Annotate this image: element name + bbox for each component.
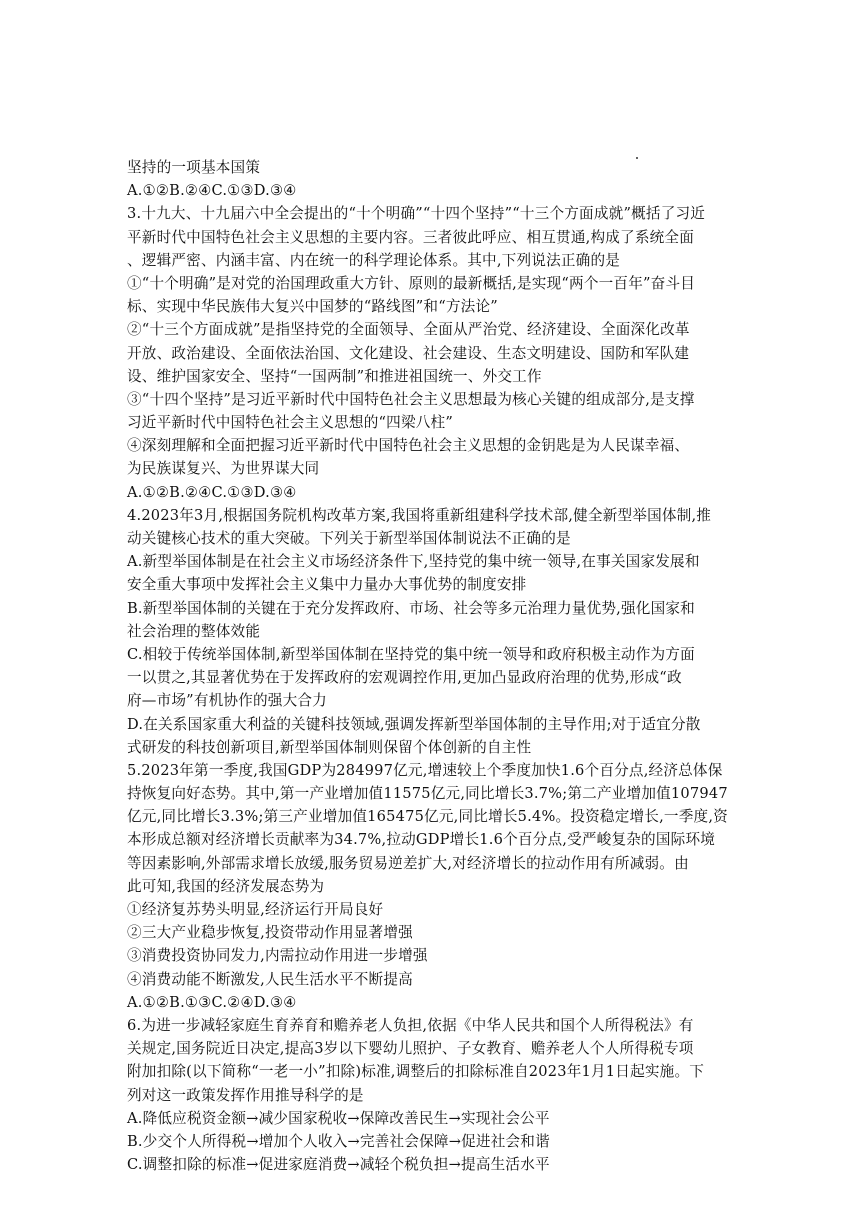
text-line: ④消费动能不断激发,人民生活水平不断提高 xyxy=(127,970,413,988)
text-line: 5.2023年第一季度,我国GDP为284997亿元,增速较上个季度加快1.6个百分点,经济总体保 xyxy=(127,761,723,779)
text-line: 附加扣除(以下简称“一老一小”扣除)标准,调整后的扣除标准自2023年1月1日起实施。下 xyxy=(127,1063,705,1081)
text-line: 6.为进一步减轻家庭生育养育和赡养老人负担,依据《中华人民共和国个人所得税法》有 xyxy=(127,1016,694,1034)
text-line: 动关键核心技术的重大突破。下列关于新型举国体制说法不正确的是 xyxy=(127,530,571,547)
text-line: 等因素影响,外部需求增长放缓,服务贸易逆差扩大,对经济增长的拉动作用有所减弱。由 xyxy=(127,854,689,872)
text-line: A.降低应税资金额→减少国家税收→保障改善民生→实现社会公平 xyxy=(127,1109,550,1127)
text-line: ②三大产业稳步恢复,投资带动作用显著增强 xyxy=(127,924,413,942)
text-line: 式研发的科技创新项目,新型举国体制则保留个体创新的自主性 xyxy=(127,738,532,756)
text-line: 习近平新时代中国特色社会主义思想的“四梁八柱” xyxy=(127,414,453,432)
text-line: 坚持的一项基本国策 xyxy=(127,159,261,176)
text-line: 此可知,我国的经济发展态势为 xyxy=(127,877,325,895)
text-line: 社会治理的整体效能 xyxy=(127,622,261,640)
text-line: 为民族谋复兴、为世界谋大同 xyxy=(127,460,320,478)
text-line: B.少交个人所得税→增加个人收入→完善社会保障→促进社会和谐 xyxy=(127,1132,550,1150)
text-line: ③消费投资协同发力,内需拉动作用进一步增强 xyxy=(127,947,428,965)
text-line: ①“十个明确”是对党的治国理政重大方针、原则的最新概括,是实现“两个一百年”奋斗目 xyxy=(127,274,696,292)
text-line: 开放、政治建设、全面依法治国、文化建设、社会建设、生态文明建设、国防和军队建 xyxy=(127,344,690,362)
text-line: ④深刻理解和全面把握习近平新时代中国特色社会主义思想的金钥匙是为人民谋幸福、 xyxy=(127,437,690,455)
text-line: C.相较于传统举国体制,新型举国体制在坚持党的集中统一领导和政府积极主动作为方面 xyxy=(127,645,695,663)
document-body xyxy=(127,156,747,1176)
text-line: 设、维护国家安全、坚持“一国两制”和推进祖国统一、外交工作 xyxy=(127,367,542,385)
text-line: 府—市场”有机协作的强大合力 xyxy=(127,692,327,710)
text-line: 4.2023年3月,根据国务院机构改革方案,我国将重新组建科学技术部,健全新型举国体制,推 xyxy=(127,506,712,524)
text-line: B.新型举国体制的关键在于充分发挥政府、市场、社会等多元治理力量优势,强化国家和 xyxy=(127,599,695,617)
text-line: 平新时代中国特色社会主义思想的主要内容。三者彼此呼应、相互贯通,构成了系统全面 xyxy=(127,228,695,246)
text-line: C.调整扣除的标准→促进家庭消费→减轻个税负担→提高生活水平 xyxy=(127,1156,550,1174)
text-line: A.①②B.①③C.②④D.③④ xyxy=(127,993,297,1011)
text-line: 持恢复向好态势。其中,第一产业增加值11575亿元,同比增长3.7%;第二产业增加值107947 xyxy=(127,785,728,803)
text-line: 标、实现中华民族伟大复兴中国梦的“路线图”和“方法论” xyxy=(127,298,498,316)
text-line: A.①②B.②④C.①③D.③④ xyxy=(127,483,297,501)
text-line: ①经济复苏势头明显,经济运行开局良好 xyxy=(127,901,384,918)
text-line: 亿元,同比增长3.3%;第三产业增加值165475亿元,同比增长5.4%。投资稳定增长,一季度,资 xyxy=(127,808,728,826)
text-line: A.新型举国体制是在社会主义市场经济条件下,坚持党的集中统一领导,在事关国家发展和 xyxy=(127,553,700,571)
text-line: ②“十三个方面成就”是指坚持党的全面领导、全面从严治党、经济建设、全面深化改革 xyxy=(127,321,690,339)
text-line: 本形成总额对经济增长贡献率为34.7%,拉动GDP增长1.6个百分点,受严峻复杂的国际环境 xyxy=(127,831,716,849)
text-line: 3.十九大、十九届六中全会提出的“十个明确”“十四个坚持”“十三个方面成就”概括了习近 xyxy=(127,205,706,223)
text-line: 安全重大事项中发挥社会主义集中力量办大事优势的制度安排 xyxy=(127,576,527,594)
text-line: A.①②B.②④C.①③D.③④ xyxy=(127,182,297,200)
text-line: 列对这一政策发挥作用推导科学的是 xyxy=(127,1086,364,1104)
text-line: 、逻辑严密、内涵丰富、内在统一的科学理论体系。其中,下列说法正确的是 xyxy=(127,251,621,269)
text-line: 关规定,国务院近日决定,提高3岁以下婴幼儿照护、子女教育、赡养老人个人所得税专项 xyxy=(127,1040,694,1058)
text-line: ③“十四个坚持”是习近平新时代中国特色社会主义思想最为核心关键的组成部分,是支撑 xyxy=(127,390,695,408)
text-line: D.在关系国家重大利益的关键科技领域,强调发挥新型举国体制的主导作用;对于适宜分散 xyxy=(127,715,701,733)
text-line: 一以贯之,其显著优势在于发挥政府的宏观调控作用,更加凸显政府治理的优势,形成“政 xyxy=(127,669,682,687)
